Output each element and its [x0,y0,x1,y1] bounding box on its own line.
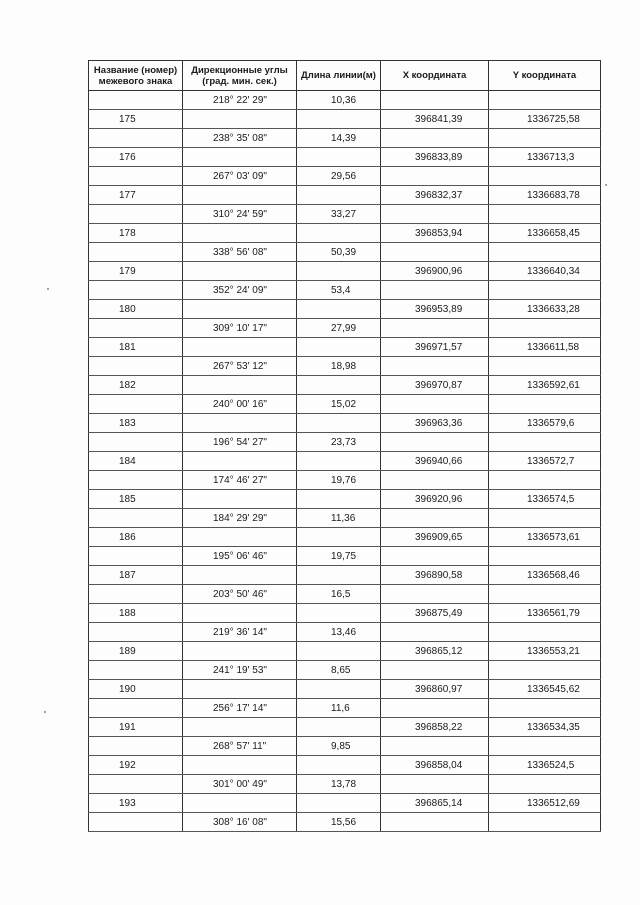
x-coordinate-cell: 396970,87 [381,376,489,395]
marker-name-cell [89,319,183,338]
line-length-cell [297,604,381,623]
table-row [89,509,601,528]
table-row [89,471,601,490]
y-coordinate-cell: 1336561,79 [489,604,601,623]
line-length-cell [297,490,381,509]
x-coordinate-cell [381,699,489,718]
marker-name-cell: 175 [89,110,183,129]
directional-angle-cell: 268° 57' 11" [183,737,297,756]
table-row [89,224,601,243]
table-row [89,718,601,737]
line-length-cell [297,262,381,281]
marker-name-cell: 190 [89,680,183,699]
y-coordinate-cell: 1336568,46 [489,566,601,585]
directional-angle-cell [183,262,297,281]
line-length-cell [297,376,381,395]
directional-angle-cell: 310° 24' 59" [183,205,297,224]
marker-name-cell: 187 [89,566,183,585]
x-coordinate-cell: 396858,04 [381,756,489,775]
line-length-cell: 13,46 [297,623,381,642]
y-coordinate-cell [489,433,601,452]
marker-name-cell [89,167,183,186]
y-coordinate-cell [489,775,601,794]
y-coordinate-cell [489,661,601,680]
directional-angle-cell: 309° 10' 17" [183,319,297,338]
marker-name-cell: 183 [89,414,183,433]
table-row [89,756,601,775]
scan-speck [47,288,49,290]
y-coordinate-cell: 1336640,34 [489,262,601,281]
directional-angle-cell [183,794,297,813]
directional-angle-cell: 174° 46' 27" [183,471,297,490]
x-coordinate-cell [381,167,489,186]
y-coordinate-cell: 1336572,7 [489,452,601,471]
directional-angle-cell: 238° 35' 08" [183,129,297,148]
directional-angle-cell [183,756,297,775]
table-row [89,129,601,148]
line-length-cell [297,300,381,319]
x-coordinate-cell: 396832,37 [381,186,489,205]
y-coordinate-cell [489,699,601,718]
y-coordinate-cell [489,623,601,642]
line-length-cell: 9,85 [297,737,381,756]
x-coordinate-cell [381,357,489,376]
header-x-coordinate: X координата [381,61,489,91]
directional-angle-cell [183,186,297,205]
table-row [89,357,601,376]
y-coordinate-cell: 1336574,5 [489,490,601,509]
marker-name-cell: 185 [89,490,183,509]
x-coordinate-cell [381,623,489,642]
directional-angle-cell: 308° 16' 08" [183,813,297,832]
line-length-cell [297,680,381,699]
marker-name-cell [89,243,183,262]
x-coordinate-cell [381,585,489,604]
line-length-cell: 15,02 [297,395,381,414]
x-coordinate-cell [381,243,489,262]
directional-angle-cell: 219° 36' 14" [183,623,297,642]
y-coordinate-cell: 1336573,61 [489,528,601,547]
marker-name-cell: 184 [89,452,183,471]
marker-name-cell: 176 [89,148,183,167]
line-length-cell: 11,36 [297,509,381,528]
directional-angle-cell: 267° 03' 09" [183,167,297,186]
marker-name-cell [89,509,183,528]
y-coordinate-cell: 1336579,6 [489,414,601,433]
line-length-cell: 23,73 [297,433,381,452]
table-row [89,300,601,319]
table-row [89,243,601,262]
y-coordinate-cell: 1336683,78 [489,186,601,205]
x-coordinate-cell: 396865,12 [381,642,489,661]
marker-name-cell [89,281,183,300]
line-length-cell: 29,56 [297,167,381,186]
y-coordinate-cell [489,167,601,186]
table-row [89,91,601,110]
y-coordinate-cell: 1336713,3 [489,148,601,167]
marker-name-cell: 178 [89,224,183,243]
y-coordinate-cell: 1336658,45 [489,224,601,243]
table-row [89,376,601,395]
directional-angle-cell [183,414,297,433]
marker-name-cell: 192 [89,756,183,775]
directional-angle-cell: 203° 50' 46" [183,585,297,604]
header-directional-angles: Дирекционные углы (град. мин. сек.) [183,61,297,91]
x-coordinate-cell [381,205,489,224]
directional-angle-cell [183,338,297,357]
directional-angle-cell [183,566,297,585]
header-marker-name: Название (номер) межевого знака [89,61,183,91]
marker-name-cell: 181 [89,338,183,357]
table-row [89,110,601,129]
x-coordinate-cell: 396963,36 [381,414,489,433]
marker-name-cell [89,433,183,452]
table-row [89,737,601,756]
line-length-cell [297,642,381,661]
directional-angle-cell [183,642,297,661]
table-row [89,433,601,452]
x-coordinate-cell [381,129,489,148]
table-row [89,699,601,718]
directional-angle-cell: 218° 22' 29" [183,91,297,110]
marker-name-cell: 180 [89,300,183,319]
x-coordinate-cell [381,433,489,452]
directional-angle-cell [183,300,297,319]
table-row [89,585,601,604]
table-row [89,186,601,205]
directional-angle-cell: 256° 17' 14" [183,699,297,718]
line-length-cell [297,756,381,775]
x-coordinate-cell: 396853,94 [381,224,489,243]
directional-angle-cell [183,376,297,395]
directional-angle-cell [183,680,297,699]
table-row [89,661,601,680]
header-y-coordinate: Y координата [489,61,601,91]
table-header [89,61,601,91]
directional-angle-cell: 338° 56' 08" [183,243,297,262]
scan-speck [605,184,607,186]
y-coordinate-cell [489,205,601,224]
table-row [89,395,601,414]
directional-angle-cell [183,452,297,471]
x-coordinate-cell [381,775,489,794]
line-length-cell: 27,99 [297,319,381,338]
scan-speck [44,711,46,713]
line-length-cell [297,148,381,167]
directional-angle-cell [183,490,297,509]
line-length-cell: 33,27 [297,205,381,224]
directional-angle-cell [183,110,297,129]
y-coordinate-cell: 1336534,35 [489,718,601,737]
line-length-cell: 15,56 [297,813,381,832]
x-coordinate-cell [381,281,489,300]
line-length-cell: 10,36 [297,91,381,110]
table-row [89,452,601,471]
directional-angle-cell [183,604,297,623]
marker-name-cell: 182 [89,376,183,395]
marker-name-cell: 179 [89,262,183,281]
table-row [89,794,601,813]
x-coordinate-cell [381,813,489,832]
line-length-cell: 14,39 [297,129,381,148]
directional-angle-cell [183,528,297,547]
line-length-cell [297,414,381,433]
y-coordinate-cell: 1336553,21 [489,642,601,661]
table-row [89,319,601,338]
marker-name-cell: 189 [89,642,183,661]
line-length-cell: 53,4 [297,281,381,300]
marker-name-cell: 191 [89,718,183,737]
x-coordinate-cell: 396890,58 [381,566,489,585]
marker-name-cell [89,775,183,794]
y-coordinate-cell [489,737,601,756]
x-coordinate-cell: 396858,22 [381,718,489,737]
x-coordinate-cell [381,547,489,566]
line-length-cell [297,794,381,813]
marker-name-cell: 186 [89,528,183,547]
y-coordinate-cell: 1336611,58 [489,338,601,357]
y-coordinate-cell: 1336725,58 [489,110,601,129]
line-length-cell [297,718,381,737]
marker-name-cell [89,661,183,680]
table-row [89,566,601,585]
table-row [89,775,601,794]
line-length-cell: 50,39 [297,243,381,262]
x-coordinate-cell: 396833,89 [381,148,489,167]
y-coordinate-cell [489,357,601,376]
line-length-cell [297,566,381,585]
line-length-cell: 11,6 [297,699,381,718]
y-coordinate-cell: 1336512,69 [489,794,601,813]
table-row [89,338,601,357]
directional-angle-cell: 195° 06' 46" [183,547,297,566]
x-coordinate-cell [381,661,489,680]
table-row [89,205,601,224]
marker-name-cell: 193 [89,794,183,813]
table-row [89,262,601,281]
marker-name-cell [89,357,183,376]
line-length-cell: 8,65 [297,661,381,680]
line-length-cell [297,452,381,471]
y-coordinate-cell [489,129,601,148]
directional-angle-cell: 240° 00' 16" [183,395,297,414]
x-coordinate-cell: 396940,66 [381,452,489,471]
x-coordinate-cell: 396971,57 [381,338,489,357]
y-coordinate-cell: 1336524,5 [489,756,601,775]
y-coordinate-cell: 1336592,61 [489,376,601,395]
x-coordinate-cell: 396860,97 [381,680,489,699]
header-line-length: Длина линии(м) [297,61,381,91]
y-coordinate-cell [489,471,601,490]
x-coordinate-cell: 396875,49 [381,604,489,623]
table-row [89,547,601,566]
x-coordinate-cell [381,395,489,414]
directional-angle-cell: 352° 24' 09" [183,281,297,300]
marker-name-cell [89,205,183,224]
y-coordinate-cell [489,243,601,262]
y-coordinate-cell [489,319,601,338]
x-coordinate-cell [381,91,489,110]
x-coordinate-cell [381,737,489,756]
line-length-cell [297,110,381,129]
marker-name-cell [89,395,183,414]
marker-name-cell [89,471,183,490]
marker-name-cell [89,91,183,110]
x-coordinate-cell: 396900,96 [381,262,489,281]
line-length-cell [297,224,381,243]
table-row [89,414,601,433]
line-length-cell: 19,76 [297,471,381,490]
boundary-coordinates-table [88,60,601,832]
marker-name-cell [89,699,183,718]
y-coordinate-cell: 1336633,28 [489,300,601,319]
y-coordinate-cell [489,91,601,110]
marker-name-cell [89,813,183,832]
table-row [89,680,601,699]
x-coordinate-cell [381,471,489,490]
marker-name-cell [89,129,183,148]
table-row [89,813,601,832]
marker-name-cell: 188 [89,604,183,623]
line-length-cell: 16,5 [297,585,381,604]
y-coordinate-cell [489,585,601,604]
directional-angle-cell: 196° 54' 27" [183,433,297,452]
x-coordinate-cell: 396865,14 [381,794,489,813]
table-row [89,604,601,623]
directional-angle-cell: 184° 29' 29" [183,509,297,528]
y-coordinate-cell [489,547,601,566]
marker-name-cell: 177 [89,186,183,205]
x-coordinate-cell: 396920,96 [381,490,489,509]
marker-name-cell [89,737,183,756]
y-coordinate-cell: 1336545,62 [489,680,601,699]
table-row [89,167,601,186]
marker-name-cell [89,585,183,604]
x-coordinate-cell: 396841,39 [381,110,489,129]
y-coordinate-cell [489,813,601,832]
y-coordinate-cell [489,509,601,528]
x-coordinate-cell [381,509,489,528]
directional-angle-cell: 301° 00' 49" [183,775,297,794]
table-row [89,281,601,300]
y-coordinate-cell [489,395,601,414]
table-row [89,642,601,661]
line-length-cell [297,186,381,205]
line-length-cell [297,338,381,357]
table-row [89,490,601,509]
table-row [89,623,601,642]
table-row [89,528,601,547]
line-length-cell: 19,75 [297,547,381,566]
directional-angle-cell [183,224,297,243]
directional-angle-cell [183,718,297,737]
line-length-cell: 18,98 [297,357,381,376]
x-coordinate-cell [381,319,489,338]
line-length-cell: 13,78 [297,775,381,794]
x-coordinate-cell: 396909,65 [381,528,489,547]
y-coordinate-cell [489,281,601,300]
directional-angle-cell [183,148,297,167]
table-body [89,91,601,832]
line-length-cell [297,528,381,547]
table-row [89,148,601,167]
directional-angle-cell: 241° 19' 53" [183,661,297,680]
directional-angle-cell: 267° 53' 12" [183,357,297,376]
header-row [89,61,601,91]
marker-name-cell [89,623,183,642]
x-coordinate-cell: 396953,89 [381,300,489,319]
marker-name-cell [89,547,183,566]
